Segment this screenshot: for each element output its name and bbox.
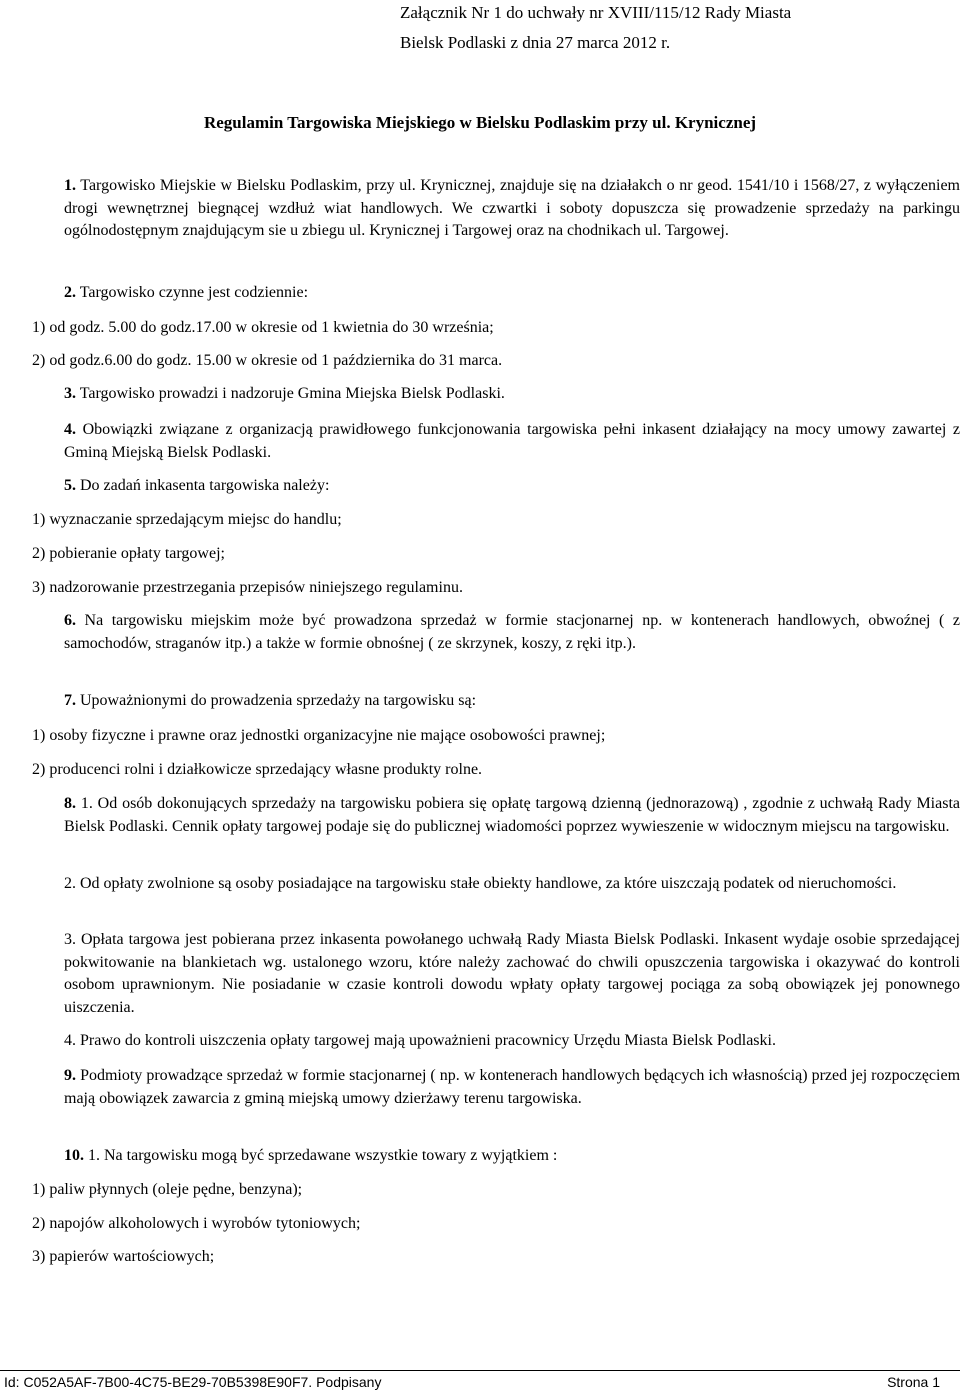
paragraph-text: Targowisko czynne jest codziennie: (79, 284, 309, 301)
paragraph-number: 1. (64, 177, 76, 194)
paragraph-text: Podmioty prowadzące sprzedaż w formie stacjonarnej ( np. w kontenerach handlowych będących ich własnością) przed jej rozpoczęciem mają obowiązek zawarcia z gminą miejską umowy dzierżawy terenu targowiska. (64, 1067, 960, 1107)
paragraph-text: Na targowisku miejskim może być prowadzona sprzedaż w formie stacjonarnej np. w kontenerach handlowych, obwoźnej ( z samochodów, straganów itp.) a także w formie obnośnej ( ze skrzynek, koszy, z ręki itp.). (64, 612, 960, 652)
list-item: 2) pobieranie opłaty targowej; (32, 545, 225, 562)
header-line-2: Bielsk Podlaski z dnia 27 marca 2012 r. (400, 33, 671, 52)
paragraph-8 (32, 793, 960, 838)
header-line-1: Załącznik Nr 1 do uchwały nr XVIII/115/12 Rady Miasta (400, 3, 792, 22)
paragraph-number: 4. (64, 421, 76, 438)
paragraph-number: 9. (64, 1067, 76, 1084)
paragraph-number: 7. (64, 692, 76, 709)
paragraph-2 (32, 282, 960, 305)
paragraph-1 (32, 175, 960, 243)
paragraph-number: 3. (64, 385, 76, 402)
paragraph-7 (32, 690, 960, 713)
paragraph-text: Targowisko prowadzi i nadzoruje Gmina Miejska Bielsk Podlaski. (79, 385, 505, 402)
paragraph-5 (32, 475, 960, 498)
document-header (400, 0, 940, 58)
list-item: 1) osoby fizyczne i prawne oraz jednostki organizacyjne nie mające osobowości prawnej; (32, 727, 606, 744)
paragraph-number: 5. (64, 477, 76, 494)
paragraph-4 (32, 419, 960, 464)
list-item: 2) napojów alkoholowych i wyrobów tytoniowych; (32, 1215, 361, 1232)
paragraph-number: 2. (64, 284, 76, 301)
paragraph-number: 8. (64, 795, 76, 812)
paragraph-text: 1. Od osób dokonujących sprzedaży na targowisku pobiera się opłatę targową dzienną (jednorazową) , zgodnie z uchwałą Rady Miasta Bielsk Podlaski. Cennik opłaty targowej podaje się do publicznej wiadomości poprzez wywieszenie w widocznym miejscu na targowisku. (64, 795, 960, 835)
list-item: 3) papierów wartościowych; (32, 1248, 215, 1265)
paragraph-3 (32, 383, 960, 406)
page-number: Strona 1 (887, 1374, 940, 1390)
list-item: 1) wyznaczanie sprzedającym miejsc do handlu; (32, 511, 342, 528)
paragraph-8-3: 3. Opłata targowa jest pobierana przez inkasenta powołanego uchwałą Rady Miasta Bielsk Podlaski. Inkasent wydaje osobie sprzedającej pokwitowanie na blankietach wg. ustalonego wzoru, które należy zachować do chwili opuszczenia targowiska i okazywać do kontroli osobom uprawnionym. Nie posiadanie w czasie kontroli dowodu wpłaty opłaty targowej pociąga za sobą obowiązek jej ponownego uiszczenia. (64, 931, 960, 1016)
list-item: 1) paliw płynnych (oleje pędne, benzyna); (32, 1181, 303, 1198)
list-item: 1) od godz. 5.00 do godz.17.00 w okresie od 1 kwietnia do 30 września; (32, 319, 494, 336)
page-footer (0, 1370, 960, 1390)
paragraph-text: 1. Na targowisku mogą być sprzedawane wszystkie towary z wyjątkiem : (88, 1147, 558, 1164)
paragraph-text: Obowiązki związane z organizacją prawidłowego funkcjonowania targowiska pełni inkasent działający na mocy umowy zawartej z Gminą Miejską Bielsk Podlaski. (64, 421, 960, 461)
document-id: Id: C052A5AF-7B00-4C75-BE29-70B5398E90F7. Podpisany (4, 1374, 382, 1390)
list-item: 3) nadzorowanie przestrzegania przepisów niniejszego regulaminu. (32, 579, 463, 596)
paragraph-6 (32, 610, 960, 655)
paragraph-8-4: 4. Prawo do kontroli uiszczenia opłaty targowej mają upoważnieni pracownicy Urzędu Miasta Bielsk Podlaski. (64, 1032, 776, 1049)
paragraph-8-2: 2. Od opłaty zwolnione są osoby posiadające na targowisku stałe obiekty handlowe, za które uiszczają podatek od nieruchomości. (64, 875, 897, 892)
paragraph-10 (32, 1145, 960, 1168)
paragraph-number: 10. (64, 1147, 84, 1164)
paragraph-9 (32, 1065, 960, 1110)
paragraph-text: Targowisko Miejskie w Bielsku Podlaskim, przy ul. Krynicznej, znajduje się na działakch o nr geod. 1541/10 i 1568/27, z wyłączeniem drogi wewnętrznej biegnącej wzdłuż wiat handlowych. We czwartki i soboty dopuszcza się prowadzenie sprzedaży na parkingu ogólnodostępnym znajdującym sie u zbiegu ul. Krynicznej i Targowej oraz na chodnikach ul. Targowej. (64, 177, 960, 239)
paragraph-text: Upoważnionymi do prowadzenia sprzedaży na targowisku są: (80, 692, 477, 709)
paragraph-text: Do zadań inkasenta targowiska należy: (80, 477, 330, 494)
document-title: Regulamin Targowiska Miejskiego w Bielsku Podlaskim przy ul. Krynicznej (203, 113, 757, 132)
list-item: 2) od godz.6.00 do godz. 15.00 w okresie od 1 października do 31 marca. (32, 352, 503, 369)
paragraph-number: 6. (64, 612, 76, 629)
list-item: 2) producenci rolni i działkowicze sprzedający własne produkty rolne. (32, 761, 483, 778)
